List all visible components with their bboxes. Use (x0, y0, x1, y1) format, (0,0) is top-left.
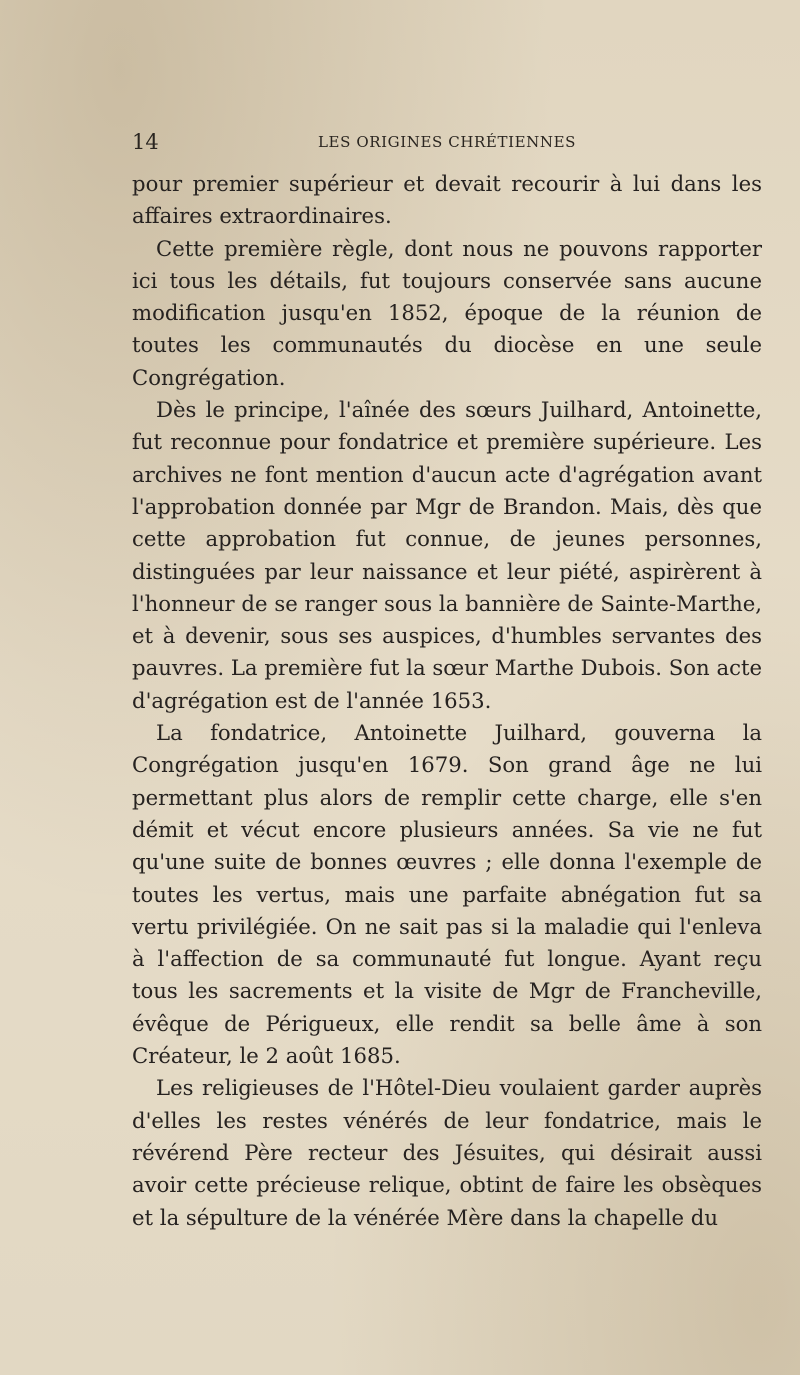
page-header (132, 130, 762, 158)
paragraph: Dès le principe, l'aînée des sœurs Juilhard, Antoinette, fut reconnue pour fondatrice et première supérieure. Les archives ne font mention d'aucun acte d'agrégation avant l'approbation donnée par Mgr de Brandon. Mais, dès que cette approbation fut connue, de jeunes personnes, distinguées par leur naissance et leur piété, aspirèrent à l'honneur de se ranger sous la bannière de Sainte-Marthe, et à devenir, sous ses auspices, d'humbles servantes des pauvres. La première fut la sœur Marthe Dubois. Son acte d'agrégation est de l'année 1653. (132, 397, 762, 713)
paragraph: Les religieuses de l'Hôtel-Dieu voulaient garder auprès d'elles les restes vénérés de leur fondatrice, mais le révérend Père recteur des Jésuites, qui désirait aussi avoir cette précieuse relique, obtint de faire les obsèques et la sépulture de la vénérée Mère dans la chapelle du (132, 1075, 762, 1230)
paragraph: Cette première règle, dont nous ne pouvons rapporter ici tous les détails, fut toujours conservée sans aucune modification jusqu'en 1852, époque de la réunion de toutes les communautés du diocèse en une seule Congrégation. (132, 235, 762, 390)
paragraph: La fondatrice, Antoinette Juilhard, gouverna la Congrégation jusqu'en 1679. Son grand âge ne lui permettant plus alors de remplir cette charge, elle s'en démit et vécut encore plusieurs années. Sa vie ne fut qu'une suite de bonnes œuvres ; elle donna l'exemple de toutes les vertus, mais une parfaite abnégation fut sa vertu privilégiée. On ne sait pas si la maladie qui l'enleva à l'affection de sa communauté fut longue. Ayant reçu tous les sacrements et la visite de Mgr de Francheville, évêque de Périgueux, elle rendit sa belle âme à son Créateur, le 2 août 1685. (132, 720, 762, 1069)
running-title: LES ORIGINES CHRÉTIENNES (317, 133, 577, 151)
paragraph: pour premier supérieur et devait recourir à lui dans les affaires extraordinaires. (132, 171, 762, 229)
page-number: 14 (132, 130, 159, 154)
body-text (132, 168, 762, 1234)
